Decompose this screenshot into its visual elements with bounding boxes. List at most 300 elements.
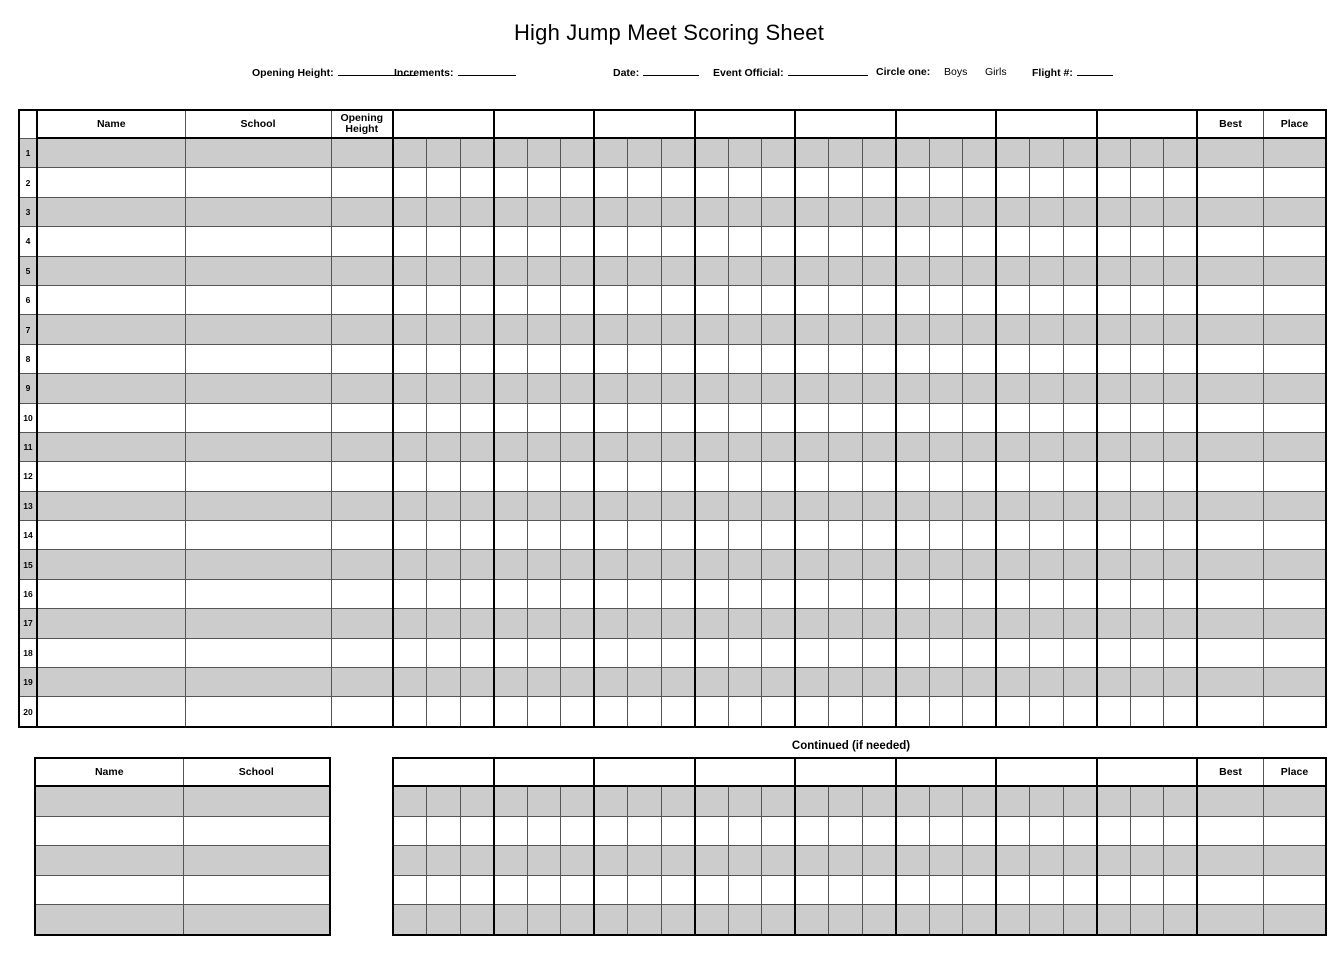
cell-place[interactable] (1263, 491, 1326, 520)
cell-attempt-g7-a3[interactable] (1063, 138, 1097, 168)
cell-name[interactable] (35, 846, 183, 876)
cell-attempt-g6-a2[interactable] (929, 816, 963, 846)
cell-best[interactable] (1197, 374, 1263, 403)
cell-attempt-g6-a1[interactable] (896, 668, 930, 697)
cell-place[interactable] (1263, 227, 1326, 256)
continued-header-height-group-5[interactable] (795, 758, 896, 786)
cell-attempt-g1-a3[interactable] (460, 668, 494, 697)
cell-attempt-g8-a3[interactable] (1164, 668, 1198, 697)
cell-attempt-g5-a3[interactable] (862, 432, 896, 461)
cell-attempt-g8-a2[interactable] (1130, 256, 1164, 285)
cell-opening-height[interactable] (331, 374, 393, 403)
cell-attempt-g4-a2[interactable] (728, 491, 762, 520)
cell-attempt-g5-a3[interactable] (862, 227, 896, 256)
cell-attempt-g5-a2[interactable] (829, 816, 863, 846)
cell-place[interactable] (1263, 846, 1326, 876)
cell-attempt-g5-a3[interactable] (862, 285, 896, 314)
cell-attempt-g3-a2[interactable] (628, 668, 662, 697)
cell-attempt-g1-a3[interactable] (460, 521, 494, 550)
cell-attempt-g5-a2[interactable] (829, 521, 863, 550)
cell-attempt-g7-a3[interactable] (1063, 403, 1097, 432)
cell-attempt-g2-a3[interactable] (561, 344, 595, 373)
cell-attempt-g8-a2[interactable] (1130, 609, 1164, 638)
cell-attempt-g8-a3[interactable] (1164, 138, 1198, 168)
cell-attempt-g4-a3[interactable] (762, 905, 796, 935)
cell-attempt-g1-a2[interactable] (427, 905, 461, 935)
cell-attempt-g3-a3[interactable] (661, 521, 695, 550)
cell-attempt-g6-a1[interactable] (896, 491, 930, 520)
cell-best[interactable] (1197, 256, 1263, 285)
cell-attempt-g8-a1[interactable] (1097, 668, 1131, 697)
cell-attempt-g1-a2[interactable] (427, 521, 461, 550)
cell-place[interactable] (1263, 638, 1326, 667)
cell-attempt-g2-a3[interactable] (561, 432, 595, 461)
cell-place[interactable] (1263, 138, 1326, 168)
cell-attempt-g7-a2[interactable] (1030, 256, 1064, 285)
cell-place[interactable] (1263, 521, 1326, 550)
cell-attempt-g5-a3[interactable] (862, 786, 896, 816)
cell-attempt-g3-a2[interactable] (628, 786, 662, 816)
cell-attempt-g4-a3[interactable] (762, 315, 796, 344)
cell-attempt-g4-a2[interactable] (728, 403, 762, 432)
cell-attempt-g6-a3[interactable] (963, 168, 997, 197)
cell-attempt-g2-a1[interactable] (494, 344, 528, 373)
cell-attempt-g6-a2[interactable] (929, 138, 963, 168)
cell-attempt-g6-a3[interactable] (963, 491, 997, 520)
cell-attempt-g7-a2[interactable] (1030, 846, 1064, 876)
cell-attempt-g7-a1[interactable] (996, 138, 1030, 168)
cell-school[interactable] (185, 315, 331, 344)
cell-attempt-g6-a2[interactable] (929, 846, 963, 876)
cell-attempt-g7-a1[interactable] (996, 609, 1030, 638)
cell-attempt-g7-a1[interactable] (996, 285, 1030, 314)
cell-attempt-g7-a3[interactable] (1063, 550, 1097, 579)
cell-attempt-g8-a3[interactable] (1164, 403, 1198, 432)
cell-attempt-g7-a1[interactable] (996, 905, 1030, 935)
cell-attempt-g4-a2[interactable] (728, 344, 762, 373)
cell-attempt-g8-a1[interactable] (1097, 786, 1131, 816)
cell-place[interactable] (1263, 550, 1326, 579)
cell-attempt-g3-a2[interactable] (628, 638, 662, 667)
cell-attempt-g7-a3[interactable] (1063, 491, 1097, 520)
cell-best[interactable] (1197, 344, 1263, 373)
cell-opening-height[interactable] (331, 668, 393, 697)
cell-attempt-g4-a3[interactable] (762, 374, 796, 403)
cell-attempt-g3-a2[interactable] (628, 579, 662, 608)
cell-opening-height[interactable] (331, 197, 393, 226)
cell-attempt-g6-a3[interactable] (963, 875, 997, 905)
cell-attempt-g6-a3[interactable] (963, 697, 997, 727)
cell-attempt-g1-a2[interactable] (427, 432, 461, 461)
cell-attempt-g5-a2[interactable] (829, 638, 863, 667)
cell-attempt-g6-a2[interactable] (929, 374, 963, 403)
cell-attempt-g6-a2[interactable] (929, 256, 963, 285)
cell-attempt-g2-a2[interactable] (527, 432, 561, 461)
cell-attempt-g7-a3[interactable] (1063, 315, 1097, 344)
cell-attempt-g7-a3[interactable] (1063, 168, 1097, 197)
cell-attempt-g4-a1[interactable] (695, 168, 729, 197)
cell-attempt-g8-a1[interactable] (1097, 285, 1131, 314)
cell-attempt-g2-a2[interactable] (527, 875, 561, 905)
cell-attempt-g6-a1[interactable] (896, 462, 930, 491)
cell-attempt-g7-a2[interactable] (1030, 550, 1064, 579)
cell-attempt-g4-a1[interactable] (695, 256, 729, 285)
cell-attempt-g5-a3[interactable] (862, 344, 896, 373)
cell-attempt-g3-a1[interactable] (594, 846, 628, 876)
cell-attempt-g8-a1[interactable] (1097, 168, 1131, 197)
cell-attempt-g8-a3[interactable] (1164, 491, 1198, 520)
cell-attempt-g6-a3[interactable] (963, 285, 997, 314)
cell-place[interactable] (1263, 374, 1326, 403)
cell-attempt-g1-a3[interactable] (460, 315, 494, 344)
cell-attempt-g1-a3[interactable] (460, 638, 494, 667)
cell-attempt-g2-a2[interactable] (527, 638, 561, 667)
cell-attempt-g4-a3[interactable] (762, 491, 796, 520)
cell-attempt-g7-a3[interactable] (1063, 668, 1097, 697)
cell-attempt-g6-a3[interactable] (963, 197, 997, 226)
cell-name[interactable] (37, 197, 185, 226)
cell-attempt-g2-a3[interactable] (561, 168, 595, 197)
cell-attempt-g5-a3[interactable] (862, 609, 896, 638)
cell-attempt-g7-a1[interactable] (996, 403, 1030, 432)
cell-attempt-g1-a3[interactable] (460, 138, 494, 168)
cell-attempt-g5-a1[interactable] (795, 609, 829, 638)
cell-best[interactable] (1197, 403, 1263, 432)
cell-attempt-g6-a1[interactable] (896, 197, 930, 226)
cell-school[interactable] (185, 256, 331, 285)
increments-field[interactable] (394, 64, 516, 81)
cell-attempt-g2-a2[interactable] (527, 816, 561, 846)
cell-attempt-g5-a2[interactable] (829, 344, 863, 373)
cell-attempt-g5-a2[interactable] (829, 374, 863, 403)
cell-attempt-g2-a2[interactable] (527, 315, 561, 344)
cell-attempt-g1-a3[interactable] (460, 875, 494, 905)
cell-attempt-g1-a2[interactable] (427, 668, 461, 697)
cell-attempt-g7-a2[interactable] (1030, 197, 1064, 226)
cell-place[interactable] (1263, 816, 1326, 846)
cell-attempt-g4-a2[interactable] (728, 462, 762, 491)
cell-attempt-g8-a3[interactable] (1164, 638, 1198, 667)
cell-best[interactable] (1197, 579, 1263, 608)
cell-best[interactable] (1197, 227, 1263, 256)
cell-place[interactable] (1263, 168, 1326, 197)
cell-attempt-g2-a1[interactable] (494, 227, 528, 256)
cell-place[interactable] (1263, 432, 1326, 461)
cell-place[interactable] (1263, 403, 1326, 432)
cell-name[interactable] (37, 315, 185, 344)
cell-attempt-g7-a2[interactable] (1030, 432, 1064, 461)
cell-attempt-g4-a2[interactable] (728, 227, 762, 256)
cell-attempt-g7-a1[interactable] (996, 197, 1030, 226)
cell-attempt-g1-a2[interactable] (427, 256, 461, 285)
cell-attempt-g2-a3[interactable] (561, 521, 595, 550)
cell-attempt-g2-a2[interactable] (527, 462, 561, 491)
cell-attempt-g4-a3[interactable] (762, 168, 796, 197)
cell-attempt-g8-a3[interactable] (1164, 816, 1198, 846)
cell-attempt-g8-a3[interactable] (1164, 256, 1198, 285)
cell-attempt-g5-a1[interactable] (795, 905, 829, 935)
cell-attempt-g4-a2[interactable] (728, 197, 762, 226)
cell-name[interactable] (35, 816, 183, 846)
cell-attempt-g1-a2[interactable] (427, 168, 461, 197)
cell-attempt-g1-a2[interactable] (427, 491, 461, 520)
cell-attempt-g7-a2[interactable] (1030, 462, 1064, 491)
cell-attempt-g4-a1[interactable] (695, 227, 729, 256)
cell-attempt-g7-a2[interactable] (1030, 285, 1064, 314)
cell-attempt-g8-a2[interactable] (1130, 462, 1164, 491)
cell-attempt-g5-a2[interactable] (829, 227, 863, 256)
cell-school[interactable] (185, 579, 331, 608)
cell-attempt-g7-a2[interactable] (1030, 816, 1064, 846)
cell-attempt-g8-a2[interactable] (1130, 138, 1164, 168)
cell-opening-height[interactable] (331, 609, 393, 638)
cell-attempt-g2-a3[interactable] (561, 403, 595, 432)
cell-attempt-g6-a1[interactable] (896, 138, 930, 168)
opening-height-field[interactable] (252, 64, 416, 81)
cell-attempt-g8-a2[interactable] (1130, 374, 1164, 403)
continued-header-height-group-6[interactable] (896, 758, 997, 786)
cell-attempt-g3-a2[interactable] (628, 227, 662, 256)
cell-attempt-g7-a1[interactable] (996, 697, 1030, 727)
cell-attempt-g4-a3[interactable] (762, 846, 796, 876)
cell-attempt-g2-a2[interactable] (527, 197, 561, 226)
cell-attempt-g7-a3[interactable] (1063, 816, 1097, 846)
cell-attempt-g2-a1[interactable] (494, 579, 528, 608)
cell-attempt-g8-a2[interactable] (1130, 786, 1164, 816)
cell-attempt-g1-a2[interactable] (427, 403, 461, 432)
cell-attempt-g5-a1[interactable] (795, 315, 829, 344)
cell-attempt-g2-a1[interactable] (494, 786, 528, 816)
cell-best[interactable] (1197, 315, 1263, 344)
cell-school[interactable] (185, 374, 331, 403)
cell-attempt-g2-a3[interactable] (561, 462, 595, 491)
header-height-group-6[interactable] (896, 110, 997, 138)
cell-attempt-g8-a2[interactable] (1130, 816, 1164, 846)
cell-attempt-g3-a2[interactable] (628, 846, 662, 876)
cell-attempt-g1-a1[interactable] (393, 403, 427, 432)
cell-attempt-g3-a1[interactable] (594, 668, 628, 697)
cell-attempt-g4-a1[interactable] (695, 697, 729, 727)
cell-opening-height[interactable] (331, 315, 393, 344)
cell-attempt-g7-a1[interactable] (996, 168, 1030, 197)
cell-attempt-g3-a3[interactable] (661, 374, 695, 403)
cell-attempt-g2-a2[interactable] (527, 846, 561, 876)
cell-attempt-g7-a1[interactable] (996, 521, 1030, 550)
cell-best[interactable] (1197, 168, 1263, 197)
cell-attempt-g1-a2[interactable] (427, 816, 461, 846)
cell-attempt-g5-a1[interactable] (795, 227, 829, 256)
cell-attempt-g7-a3[interactable] (1063, 638, 1097, 667)
header-height-group-1[interactable] (393, 110, 494, 138)
cell-attempt-g3-a3[interactable] (661, 227, 695, 256)
cell-attempt-g2-a1[interactable] (494, 138, 528, 168)
cell-attempt-g8-a1[interactable] (1097, 197, 1131, 226)
cell-attempt-g5-a3[interactable] (862, 579, 896, 608)
cell-attempt-g3-a2[interactable] (628, 609, 662, 638)
cell-attempt-g4-a3[interactable] (762, 638, 796, 667)
cell-attempt-g2-a3[interactable] (561, 697, 595, 727)
cell-attempt-g3-a2[interactable] (628, 462, 662, 491)
cell-attempt-g5-a3[interactable] (862, 550, 896, 579)
cell-place[interactable] (1263, 697, 1326, 727)
cell-attempt-g1-a2[interactable] (427, 609, 461, 638)
cell-name[interactable] (37, 168, 185, 197)
cell-place[interactable] (1263, 344, 1326, 373)
cell-attempt-g3-a2[interactable] (628, 168, 662, 197)
event-official-field[interactable] (713, 64, 868, 81)
cell-attempt-g8-a2[interactable] (1130, 168, 1164, 197)
cell-attempt-g7-a3[interactable] (1063, 344, 1097, 373)
cell-name[interactable] (37, 609, 185, 638)
cell-attempt-g8-a2[interactable] (1130, 491, 1164, 520)
cell-attempt-g1-a2[interactable] (427, 875, 461, 905)
cell-attempt-g2-a3[interactable] (561, 227, 595, 256)
cell-attempt-g3-a3[interactable] (661, 462, 695, 491)
header-height-group-8[interactable] (1097, 110, 1198, 138)
cell-best[interactable] (1197, 491, 1263, 520)
cell-attempt-g7-a1[interactable] (996, 638, 1030, 667)
cell-attempt-g5-a1[interactable] (795, 256, 829, 285)
cell-attempt-g1-a3[interactable] (460, 905, 494, 935)
cell-best[interactable] (1197, 609, 1263, 638)
cell-attempt-g1-a3[interactable] (460, 816, 494, 846)
cell-attempt-g2-a1[interactable] (494, 668, 528, 697)
cell-attempt-g6-a3[interactable] (963, 462, 997, 491)
cell-best[interactable] (1197, 846, 1263, 876)
cell-attempt-g1-a1[interactable] (393, 138, 427, 168)
cell-attempt-g2-a2[interactable] (527, 168, 561, 197)
cell-attempt-g1-a1[interactable] (393, 256, 427, 285)
cell-attempt-g8-a3[interactable] (1164, 197, 1198, 226)
cell-attempt-g3-a3[interactable] (661, 668, 695, 697)
cell-attempt-g5-a3[interactable] (862, 315, 896, 344)
cell-attempt-g5-a2[interactable] (829, 168, 863, 197)
cell-attempt-g5-a2[interactable] (829, 786, 863, 816)
cell-attempt-g7-a2[interactable] (1030, 491, 1064, 520)
cell-attempt-g1-a3[interactable] (460, 285, 494, 314)
cell-attempt-g1-a1[interactable] (393, 638, 427, 667)
cell-attempt-g6-a1[interactable] (896, 905, 930, 935)
cell-attempt-g5-a1[interactable] (795, 816, 829, 846)
cell-attempt-g3-a3[interactable] (661, 550, 695, 579)
cell-attempt-g2-a2[interactable] (527, 256, 561, 285)
cell-attempt-g1-a3[interactable] (460, 403, 494, 432)
header-height-group-4[interactable] (695, 110, 796, 138)
cell-attempt-g5-a3[interactable] (862, 403, 896, 432)
cell-attempt-g3-a2[interactable] (628, 905, 662, 935)
cell-attempt-g3-a2[interactable] (628, 521, 662, 550)
cell-attempt-g7-a1[interactable] (996, 315, 1030, 344)
cell-attempt-g1-a2[interactable] (427, 786, 461, 816)
increments-blank[interactable] (458, 64, 516, 76)
cell-school[interactable] (183, 905, 330, 935)
cell-attempt-g5-a1[interactable] (795, 668, 829, 697)
cell-school[interactable] (185, 550, 331, 579)
cell-attempt-g6-a2[interactable] (929, 285, 963, 314)
cell-attempt-g3-a3[interactable] (661, 432, 695, 461)
cell-attempt-g8-a1[interactable] (1097, 579, 1131, 608)
cell-name[interactable] (37, 638, 185, 667)
cell-attempt-g7-a3[interactable] (1063, 462, 1097, 491)
cell-attempt-g7-a1[interactable] (996, 344, 1030, 373)
cell-name[interactable] (37, 403, 185, 432)
cell-attempt-g8-a2[interactable] (1130, 197, 1164, 226)
cell-attempt-g8-a2[interactable] (1130, 344, 1164, 373)
cell-attempt-g8-a2[interactable] (1130, 579, 1164, 608)
cell-school[interactable] (185, 609, 331, 638)
cell-attempt-g1-a2[interactable] (427, 550, 461, 579)
cell-attempt-g3-a1[interactable] (594, 638, 628, 667)
cell-attempt-g3-a1[interactable] (594, 816, 628, 846)
cell-attempt-g2-a2[interactable] (527, 786, 561, 816)
continued-header-height-group-2[interactable] (494, 758, 595, 786)
cell-attempt-g7-a3[interactable] (1063, 786, 1097, 816)
cell-attempt-g3-a2[interactable] (628, 875, 662, 905)
cell-attempt-g2-a2[interactable] (527, 609, 561, 638)
cell-attempt-g8-a3[interactable] (1164, 315, 1198, 344)
cell-attempt-g5-a2[interactable] (829, 846, 863, 876)
cell-attempt-g4-a2[interactable] (728, 315, 762, 344)
cell-attempt-g4-a1[interactable] (695, 875, 729, 905)
cell-attempt-g8-a3[interactable] (1164, 432, 1198, 461)
cell-place[interactable] (1263, 285, 1326, 314)
cell-attempt-g7-a3[interactable] (1063, 579, 1097, 608)
cell-attempt-g6-a1[interactable] (896, 521, 930, 550)
cell-attempt-g8-a1[interactable] (1097, 638, 1131, 667)
cell-attempt-g1-a1[interactable] (393, 285, 427, 314)
cell-school[interactable] (185, 638, 331, 667)
cell-attempt-g6-a3[interactable] (963, 344, 997, 373)
cell-attempt-g8-a3[interactable] (1164, 786, 1198, 816)
cell-opening-height[interactable] (331, 227, 393, 256)
cell-best[interactable] (1197, 875, 1263, 905)
cell-name[interactable] (37, 697, 185, 727)
cell-attempt-g3-a2[interactable] (628, 315, 662, 344)
event-official-blank[interactable] (788, 64, 868, 76)
cell-school[interactable] (185, 668, 331, 697)
cell-attempt-g4-a3[interactable] (762, 521, 796, 550)
cell-attempt-g2-a3[interactable] (561, 256, 595, 285)
cell-name[interactable] (37, 521, 185, 550)
cell-attempt-g6-a2[interactable] (929, 197, 963, 226)
cell-attempt-g6-a2[interactable] (929, 579, 963, 608)
cell-name[interactable] (37, 227, 185, 256)
cell-best[interactable] (1197, 905, 1263, 935)
cell-attempt-g5-a3[interactable] (862, 668, 896, 697)
cell-attempt-g7-a1[interactable] (996, 875, 1030, 905)
cell-attempt-g6-a3[interactable] (963, 579, 997, 608)
cell-attempt-g6-a2[interactable] (929, 550, 963, 579)
cell-attempt-g1-a2[interactable] (427, 846, 461, 876)
cell-attempt-g4-a1[interactable] (695, 138, 729, 168)
cell-attempt-g1-a2[interactable] (427, 579, 461, 608)
cell-attempt-g2-a1[interactable] (494, 491, 528, 520)
cell-attempt-g2-a1[interactable] (494, 846, 528, 876)
cell-attempt-g6-a3[interactable] (963, 786, 997, 816)
cell-school[interactable] (183, 816, 330, 846)
cell-attempt-g3-a2[interactable] (628, 197, 662, 226)
cell-attempt-g1-a1[interactable] (393, 846, 427, 876)
cell-attempt-g8-a3[interactable] (1164, 285, 1198, 314)
cell-attempt-g4-a3[interactable] (762, 816, 796, 846)
cell-attempt-g7-a2[interactable] (1030, 403, 1064, 432)
cell-attempt-g4-a2[interactable] (728, 256, 762, 285)
cell-attempt-g1-a3[interactable] (460, 697, 494, 727)
cell-attempt-g2-a1[interactable] (494, 697, 528, 727)
cell-attempt-g3-a1[interactable] (594, 344, 628, 373)
cell-attempt-g2-a3[interactable] (561, 609, 595, 638)
cell-attempt-g4-a2[interactable] (728, 168, 762, 197)
